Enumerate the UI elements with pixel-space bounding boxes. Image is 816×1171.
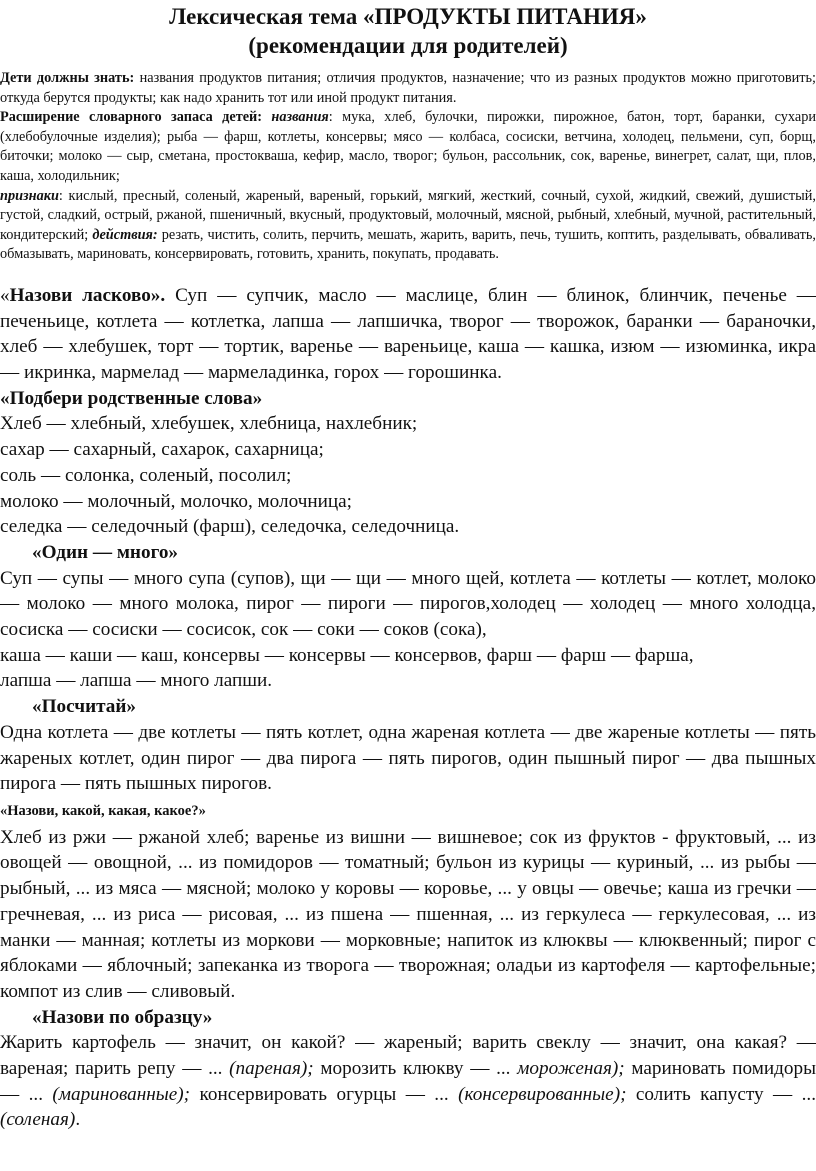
section-which-title: «Назови, какой, какая, какое?» <box>0 803 206 819</box>
section-affection <box>0 283 816 386</box>
which-text: Хлеб из ржи — ржаной хлеб; варенье из вишни — вишневое; сок из фруктов - фруктовый, ... из овощей — овощной, ... из помидоров — томатный; бульон из курицы — куриный, ... из рыбы — рыбный, ... из мяса — мясной; молоко у коровы — коровье, ... у овцы — овечье; каша из гречки — гречневая, ... из риса — рисовая, ... из пшена — пшенная, ... из геркулеса — геркулесовая, ... из манки — манная; котлеты из моркови — морковные; напиток из клюквы — клюквенный; пирог с яблоками — яблочный; запеканка из творога — творожная; оладьи из картофеля — картофельные; компот из слив — сливовый. <box>0 826 816 1002</box>
vocab-label: Расширение словарного запаса детей: <box>0 109 263 126</box>
names-text: : мука, хлеб, булочки, пирожки, пирожное, батон, торт, баранки, сухари (хлебобулочные изделия); рыба — фарш, котлеты, консервы; мясо — колбаса, сосиски, ветчина, холодец, пельмени, суп, борщ, биточки; молоко — сыр, сметана, простокваша, кефир, масло, творог; бульон, рассольник, сок, варенье, винегрет, салат, щи, плов, каша, холодильник; <box>0 109 816 184</box>
document-title <box>0 0 816 60</box>
title-line-2: (рекомендации для родителей) <box>248 33 568 58</box>
must-know-text: названия продуктов питания; отличия продуктов, назначение; что из разных продуктов можно приготовить; откуда берутся продукты; как надо хранить тот или иной продукт питания. <box>0 70 816 106</box>
pattern-text: Жарить картофель — значит, он какой? — жареный; варить свеклу — значит, она какая? — вареная; парить репу — ... (пареная); морозить клюкву — ... мороженая); мариновать помидоры — ... (маринованные); консервировать огурцы — ... (консервированные); солить капусту — ... (соленая). <box>0 1032 816 1131</box>
names-label: названия <box>271 109 329 126</box>
vocab-paragraph <box>0 108 816 265</box>
related-line-5: селедка — селедочный (фарш), селедочка, селедочница. <box>0 516 460 538</box>
section-related-title: «Подбери родственные слова» <box>0 387 263 409</box>
section-pattern-title: «Назови по образцу» <box>32 1006 213 1028</box>
affection-title: Назови ласково». <box>9 284 166 306</box>
signs-text: : кислый, пресный, соленый, жареный, вареный, горький, мягкий, жесткий, сочный, сухой, жидкий, свежий, душистый, густой, сладкий, острый, ржаной, пшеничный, вкусный, продуктовый, молочный, мясной, рыбный, хлебный, мучной, растительный, кондитерский; <box>0 187 816 243</box>
section-count-title: «Посчитай» <box>32 696 137 718</box>
actions-text: резать, чистить, солить, перчить, мешать, жарить, варить, печь, тушить, коптить, разделывать, обваливать, обмазывать, мариновать, консервировать, готовить, хранить, покупать, продавать. <box>0 226 816 263</box>
one-many-line-lapsha: лапша — лапша — много лапши. <box>0 670 273 692</box>
related-line-1: Хлеб — хлебный, хлебушек, хлебница, нахлебник; <box>0 413 418 435</box>
title-line-1: Лексическая тема «ПРОДУКТЫ ПИТАНИЯ» <box>169 4 647 29</box>
must-know-label: Дети должны знать: <box>0 70 135 86</box>
must-know-paragraph <box>0 69 816 108</box>
actions-label: действия: <box>92 226 158 243</box>
one-many-line-kasha: каша — каши — каш, консервы — консервы — консервов, фарш — фарш — фарша, <box>0 644 694 666</box>
signs-label: признаки <box>0 187 59 204</box>
count-text: Одна котлета — две котлеты — пять котлет, одна жареная котлета — две жареные котлеты — пять жареных котлет, один пирог — два пирога — пять пирогов, один пышный пирог — два пышных пирога — пять пышных пирогов. <box>0 721 816 795</box>
affection-text: Суп — супчик, масло — маслице, блин — блинок, блинчик, печенье — печеньице, котлета — котлетка, лапша — лапшичка, творог — творожок, баранки — бараночки, хлеб — хлебушек, торт — тортик, варенье — вареньице, каша — кашка, изюм — изюминка, икра — икринка, мармелад — мармеладинка, горох — горошинка. <box>0 284 816 384</box>
affection-open-quote: « <box>0 284 10 306</box>
section-one-many-title: «Один — много» <box>32 541 179 563</box>
intro-block <box>0 69 816 265</box>
exercises <box>0 283 816 1133</box>
related-line-2: сахар — сахарный, сахарок, сахарница; <box>0 439 324 461</box>
one-many-text: Суп — супы — много супа (супов), щи — щи — много щей, котлета — котлеты — котлет, молоко — молоко — много молока, пирог — пироги — пирогов,холодец — холодец — много холодца, сосиска — сосиски — сосисок, сок — соки — соков (сока), <box>0 567 816 641</box>
related-line-3: соль — солонка, соленый, посолил; <box>0 464 292 486</box>
related-line-4: молоко — молочный, молочко, молочница; <box>0 490 352 512</box>
